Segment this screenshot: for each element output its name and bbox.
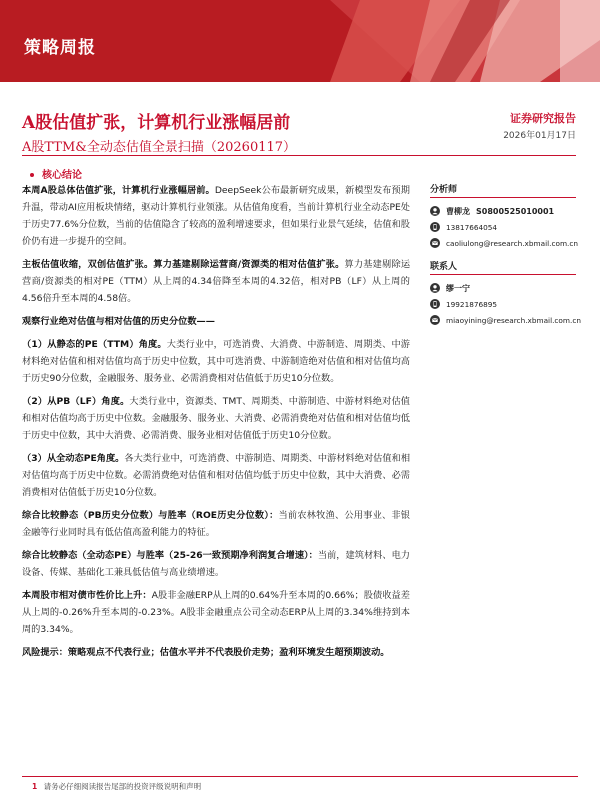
report-subtitle: A股TTM&全动态估值全景扫描（20260117） <box>22 140 297 155</box>
author-sidebar <box>430 182 581 336</box>
contact-name-row <box>430 280 576 296</box>
paragraph <box>22 587 410 638</box>
paragraph-lead: 风险提示：策略观点不代表行业；估值水平并不代表股价走势；盈利环境发生超预期波动。 <box>22 647 390 658</box>
footer-divider <box>22 776 578 777</box>
paragraph-lead: 观察行业绝对估值与相对估值的历史分位数—— <box>22 316 215 327</box>
paragraph-lead: （3）从全动态PE角度。 <box>22 453 125 464</box>
paragraph-text: 算力基建剔除运营商/资源类的相对PE（TTM）从上周的4.34倍降至本周的4.32倍，相对PB（LF）从上周的4.56倍升至本周的4.58倍。 <box>22 259 411 304</box>
title-divider <box>22 155 576 156</box>
analyst-name-row <box>430 203 576 219</box>
section-label-core-conclusion <box>30 166 82 181</box>
bullet-dot-icon <box>30 173 34 177</box>
header-banner <box>0 0 600 82</box>
paragraph <box>22 182 410 250</box>
paragraph-lead: 综合比较静态（全动态PE）与胜率（25-26一致预期净利润复合增速）： <box>22 550 318 561</box>
paragraph-text: 各大类行业中，可选消费、中游制造、周期类、中游材料绝对估值和相对估值均高于历史中位数。必需消费绝对估值和相对估值均低于历史中位数，其中大消费、必需消费相对估值低于历史10分位数。 <box>22 453 411 498</box>
email-icon <box>430 315 440 325</box>
paragraph <box>22 507 410 541</box>
analyst-phone-row <box>430 219 576 235</box>
contact-phone: 19921876895 <box>446 299 498 309</box>
analyst-block <box>430 182 579 251</box>
paragraph-lead: 主板估值收缩，双创估值扩张。算力基建剔除运营商/资源类的相对估值扩张。 <box>22 259 345 270</box>
contact-email-row <box>430 312 581 328</box>
contact-heading: 联系人 <box>430 259 576 275</box>
paragraph <box>22 256 410 307</box>
paragraph-lead: （2）从PB（LF）角度。 <box>22 396 130 407</box>
paragraph <box>22 313 410 330</box>
contact-name: 缪一宁 <box>446 283 470 293</box>
analyst-email-row <box>430 235 579 251</box>
contact-email[interactable]: miaoyining@research.xbmail.com.cn <box>446 315 581 325</box>
email-icon <box>430 238 440 248</box>
analyst-heading: 分析师 <box>430 182 576 198</box>
report-main-title: A股估值扩张，计算机行业涨幅居前 <box>22 113 291 133</box>
page-footer <box>32 781 201 792</box>
phone-icon <box>430 222 440 232</box>
person-icon <box>430 283 440 293</box>
phone-icon <box>430 299 440 309</box>
paragraph-lead: （1）从静态的PE（TTM）角度。 <box>22 339 167 350</box>
paragraph-text: 大类行业中，资源类、TMT、周期类、中游制造、中游材料绝对估值和相对估值均高于历史中位数。金融服务、服务业、大消费、必需消费绝对估值和相对估值均低于历史中位数，其中大消费、必需消费、服务业相对估值低于历史10分位数。 <box>22 396 410 441</box>
paragraph-lead: 本周A股总体估值扩张，计算机行业涨幅居前。 <box>22 185 215 196</box>
analyst-phone: 13817664054 <box>446 222 498 232</box>
report-date: 2026年01月17日 <box>503 131 576 141</box>
paragraph-text: 当前农林牧渔、公用事业、非银金融等行业同时具有低估值高盈利能力的特征。 <box>22 510 410 538</box>
footer-disclaimer: 请务必仔细阅读报告尾部的投资评级说明和声明 <box>43 782 202 791</box>
paragraph <box>22 336 410 387</box>
analyst-email[interactable]: caoliulong@research.xbmail.com.cn <box>446 238 579 248</box>
body-column <box>22 182 410 667</box>
section-label-text: 核心结论 <box>42 170 82 181</box>
contact-block <box>430 259 581 328</box>
paragraph <box>22 450 410 501</box>
analyst-name: 曹柳龙 <box>446 206 470 216</box>
paragraph-text: 大类行业中，可选消费、大消费、中游制造、周期类、中游材料绝对估值和相对估值均高于历史中位数，其中可选消费、中游制造绝对估值和相对估值均高于历史90分位数，金融服务、服务业、必需消费相对估值低于历史10分位数。 <box>22 339 410 384</box>
paragraph-lead: 本周股市相对债市性价比上升： <box>22 590 152 601</box>
paragraph-lead: 综合比较静态（PB历史分位数）与胜率（ROE历史分位数）： <box>22 510 279 521</box>
person-icon <box>430 206 440 216</box>
paragraph-text: A股非金融ERP从上周的0.64%升至本周的0.66%；股债收益差从上周的-0.26%升至本周的-0.23%。A股非金融重点公司全动态ERP从上周的3.34%维持到本周的3.34%。 <box>22 590 410 635</box>
paragraph-text: DeepSeek公布最新研究成果，新模型发布预期升温，带动AI应用板块情绪，驱动计算机行业领涨。从估值角度看，当前计算机行业全动态PE处于历史77.6%分位数，当前的估值隐含了较高的盈利增速要求，但如果行业景气延续，估值和股价仍有进一步提升的空间。 <box>22 185 410 247</box>
paragraph <box>22 547 410 581</box>
paragraph <box>22 644 410 661</box>
contact-phone-row <box>430 296 576 312</box>
paragraph <box>22 393 410 444</box>
page-number: 1 <box>32 782 38 791</box>
analyst-license: S0800525010001 <box>476 206 555 216</box>
paragraph-text: 当前，建筑材料、电力设备、传媒、基础化工兼具低估值与高业绩增速。 <box>22 550 410 578</box>
banner-title: 策略周报 <box>24 38 96 58</box>
report-type-label: 证券研究报告 <box>510 112 576 125</box>
